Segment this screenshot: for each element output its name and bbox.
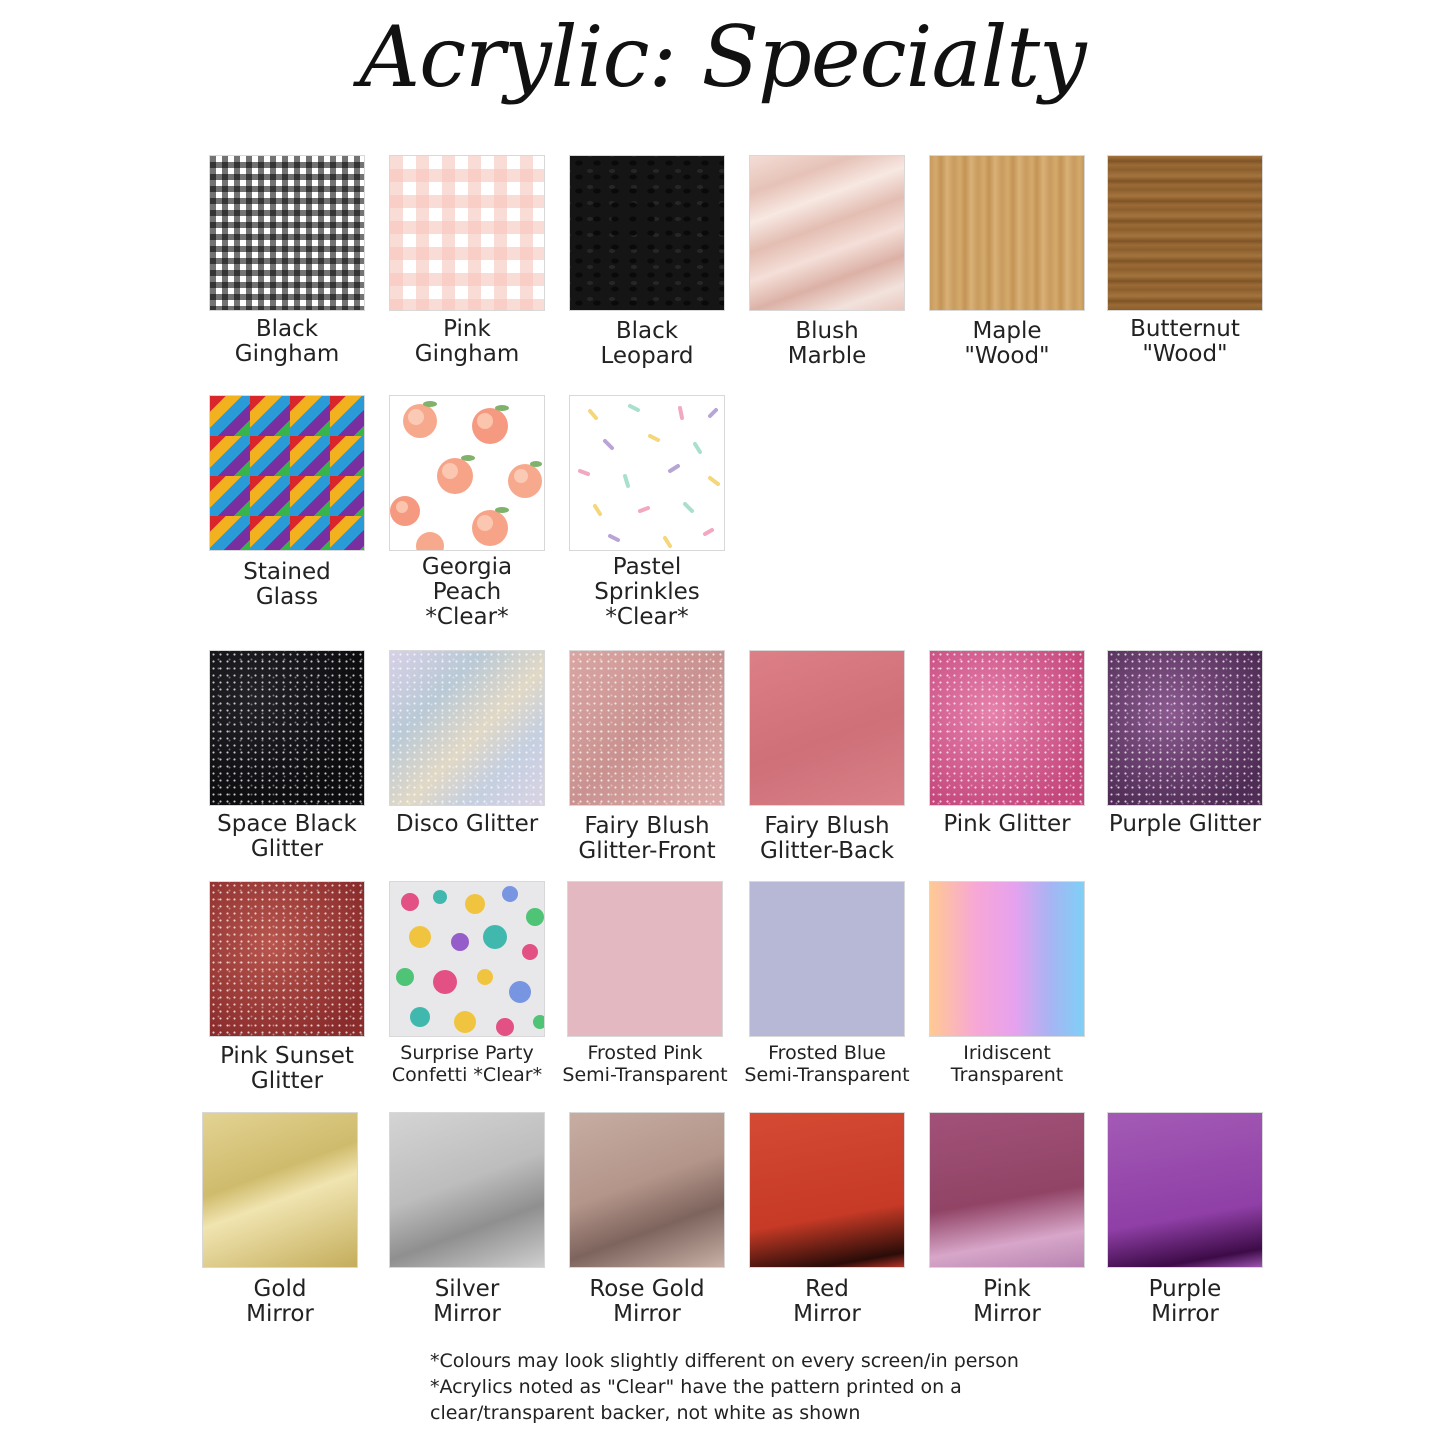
swatch-label: Black Leopard (600, 318, 694, 369)
swatch-image (389, 155, 545, 311)
swatch-label: Red Mirror (793, 1276, 861, 1327)
swatch-image (389, 881, 545, 1037)
swatch-label: Frosted Blue Semi-Transparent (744, 1042, 910, 1086)
sprinkles-pattern-icon (570, 396, 725, 551)
swatch-label: Surprise Party Confetti *Clear* (391, 1042, 543, 1086)
swatch-image (749, 650, 905, 806)
swatch-label: Frosted Pink Semi-Transparent (562, 1042, 728, 1086)
swatch-image (209, 155, 365, 311)
swatch-label: Pastel Sprinkles *Clear* (594, 554, 700, 630)
swatch-label: Disco Glitter (395, 811, 539, 837)
swatch-label: Fairy Blush Glitter-Front (578, 813, 716, 864)
swatch-image (929, 650, 1085, 806)
swatch-image (929, 1112, 1085, 1268)
swatch-image (1107, 1112, 1263, 1268)
swatch-image (749, 1112, 905, 1268)
confetti-pattern-icon (390, 882, 545, 1037)
page-title: Acrylic: Specialty (359, 8, 1086, 106)
swatch-label: Rose Gold Mirror (589, 1276, 705, 1327)
swatch-image (569, 395, 725, 551)
swatch-image (209, 881, 365, 1037)
swatch-image (749, 881, 905, 1037)
swatch-image (569, 1112, 725, 1268)
swatch-image (569, 155, 725, 311)
swatch-image (389, 650, 545, 806)
swatch-label: Black Gingham (234, 316, 340, 367)
swatch-label: Butternut "Wood" (1130, 316, 1240, 367)
swatch-image (1107, 650, 1263, 806)
swatch-image (389, 395, 545, 551)
swatch-image (202, 1112, 358, 1268)
swatch-label: Fairy Blush Glitter-Back (759, 813, 895, 864)
peach-pattern-icon (390, 396, 545, 551)
swatch-label: Pink Gingham (414, 316, 520, 367)
swatch-label: Purple Glitter (1108, 811, 1262, 837)
swatch-label: Maple "Wood" (964, 318, 1050, 369)
swatch-label: Pink Glitter (943, 811, 1071, 837)
footnotes: *Colours may look slightly different on every screen/in person *Acrylics noted as "Clear" have the pattern printed on a clear/transparent backer, not white as shown (430, 1350, 1019, 1424)
swatch-image (1107, 155, 1263, 311)
swatch-label: Purple Mirror (1148, 1276, 1222, 1327)
swatch-label: Pink Mirror (973, 1276, 1041, 1327)
swatch-label: Gold Mirror (246, 1276, 314, 1327)
swatch-image (209, 395, 365, 551)
swatch-label: Pink Sunset Glitter (220, 1043, 354, 1094)
swatch-image (569, 650, 725, 806)
swatch-label: Iridiscent Transparent (950, 1042, 1064, 1086)
swatch-label: Silver Mirror (433, 1276, 501, 1327)
swatch-image (567, 881, 723, 1037)
swatch-image (929, 155, 1085, 311)
swatch-image (209, 650, 365, 806)
swatch-image (389, 1112, 545, 1268)
swatch-label: Georgia Peach *Clear* (421, 554, 513, 630)
swatch-label: Space Black Glitter (217, 811, 357, 862)
swatch-image (929, 881, 1085, 1037)
swatch-label: Stained Glass (243, 559, 331, 610)
swatch-label: Blush Marble (787, 318, 867, 369)
swatch-image (749, 155, 905, 311)
